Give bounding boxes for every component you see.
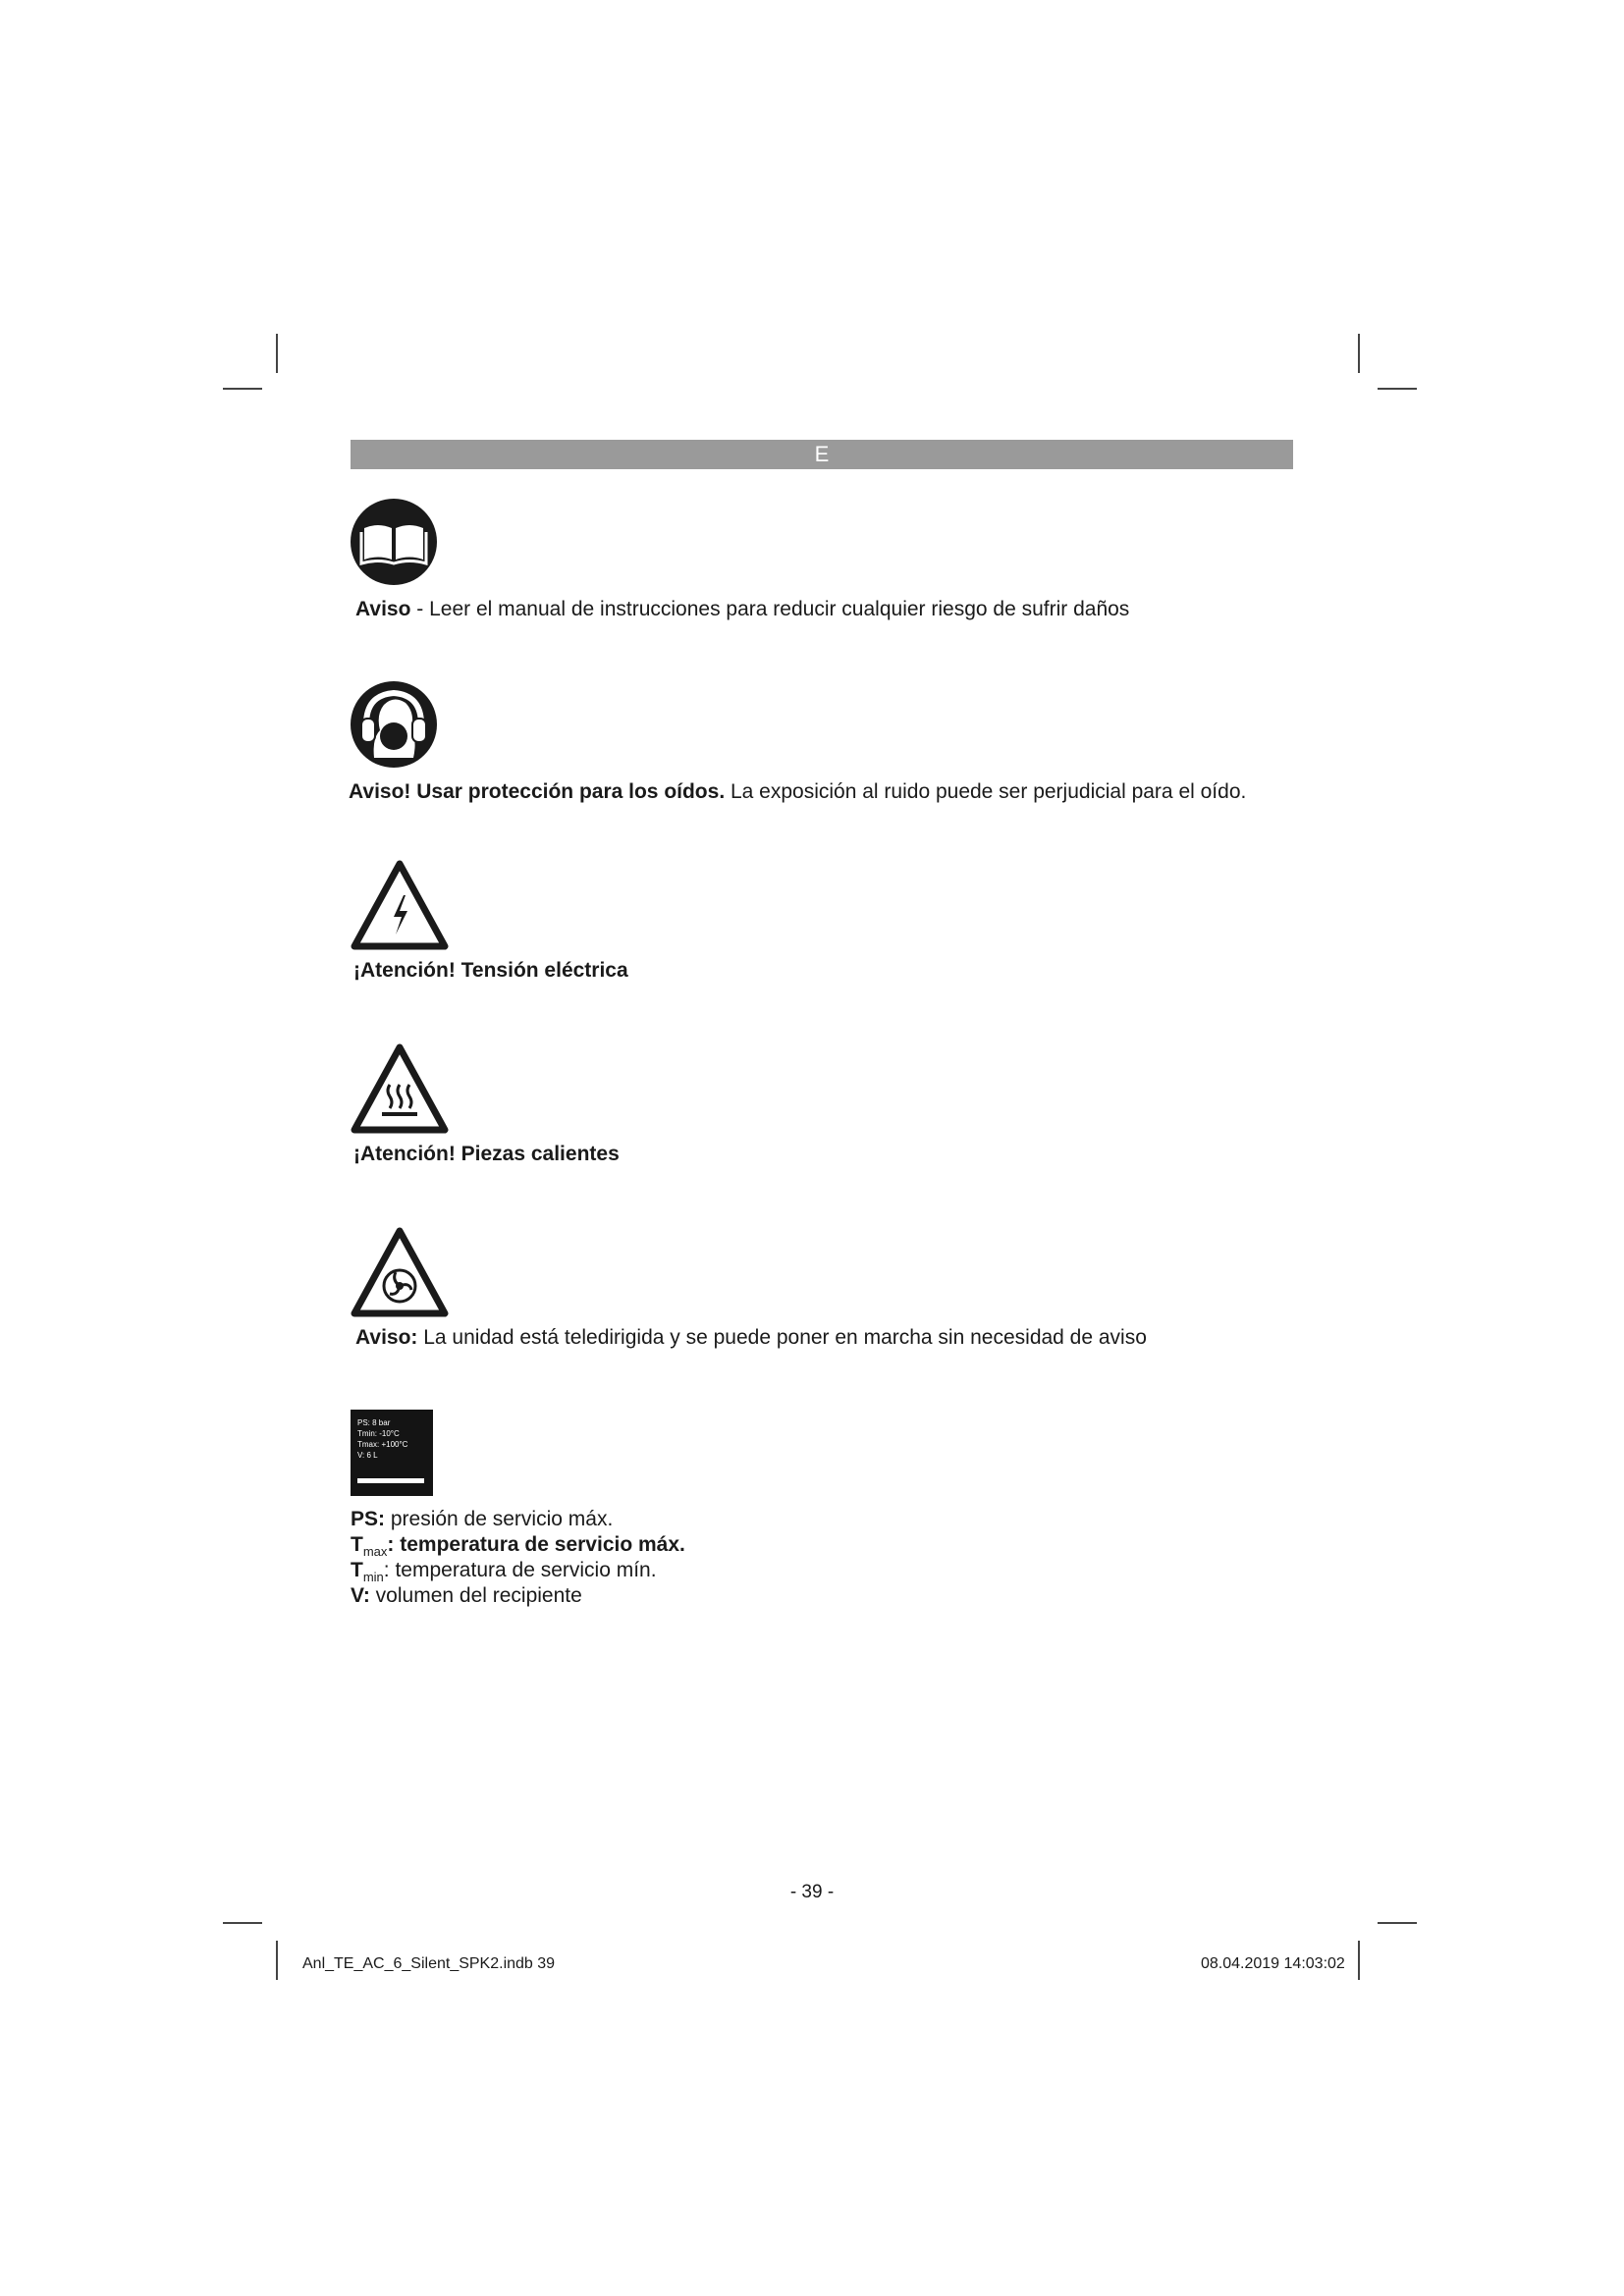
legend-ps: PS: presión de servicio máx.	[351, 1508, 614, 1530]
crop-mark	[223, 1922, 262, 1924]
crop-mark	[1378, 1922, 1417, 1924]
crop-mark	[1358, 1941, 1360, 1980]
crop-mark	[276, 334, 278, 373]
legend-tmax: $T_{max}$: temperatura de servicio máx.	[351, 1533, 685, 1559]
language-code: E	[814, 442, 830, 466]
automatic-start-warning-icon	[349, 1225, 451, 1319]
warning-remote-start-text: Aviso: La unidad está teledirigida y se puede poner en marcha sin necesidad de aviso	[355, 1326, 1147, 1349]
label-tmax: Tmax: +100°C	[357, 1440, 408, 1449]
crop-mark	[1358, 334, 1360, 373]
footer-filename: Anl_TE_AC_6_Silent_SPK2.indb 39	[302, 1955, 556, 1972]
crop-mark	[1378, 388, 1417, 390]
legend-volume: V: volumen del recipiente	[351, 1584, 582, 1607]
footer-timestamp: 08.04.2019 14:03:02	[1201, 1955, 1345, 1972]
crop-mark	[223, 388, 262, 390]
warning-electric-voltage-text: ¡Atención! Tensión eléctrica	[353, 959, 628, 982]
label-ps: PS: 8 bar	[357, 1418, 391, 1427]
crop-mark	[276, 1941, 278, 1980]
legend-tmin: $T_{min}$: temperatura de servicio mín.	[351, 1559, 657, 1584]
page-number: - 39 -	[789, 1882, 835, 1902]
label-volume: V: 6 L	[357, 1451, 378, 1460]
electric-voltage-warning-icon	[349, 858, 451, 952]
ear-protection-icon	[351, 681, 437, 768]
book-icon	[351, 499, 437, 585]
hot-surface-warning-icon	[349, 1041, 451, 1136]
warning-hot-parts-text: ¡Atención! Piezas calientes	[353, 1143, 620, 1165]
label-tmin: Tmin: -10°C	[357, 1429, 400, 1438]
label-bar	[357, 1478, 424, 1483]
pressure-rating-label	[351, 1410, 433, 1496]
warning-ear-protection-text: Aviso! Usar protección para los oídos. La exposición al ruido puede ser perjudicial para el oído.	[349, 780, 1247, 803]
warning-read-manual-text: Aviso - Leer el manual de instrucciones para reducir cualquier riesgo de sufrir daños	[355, 598, 1130, 620]
language-header-bar	[351, 440, 1293, 469]
